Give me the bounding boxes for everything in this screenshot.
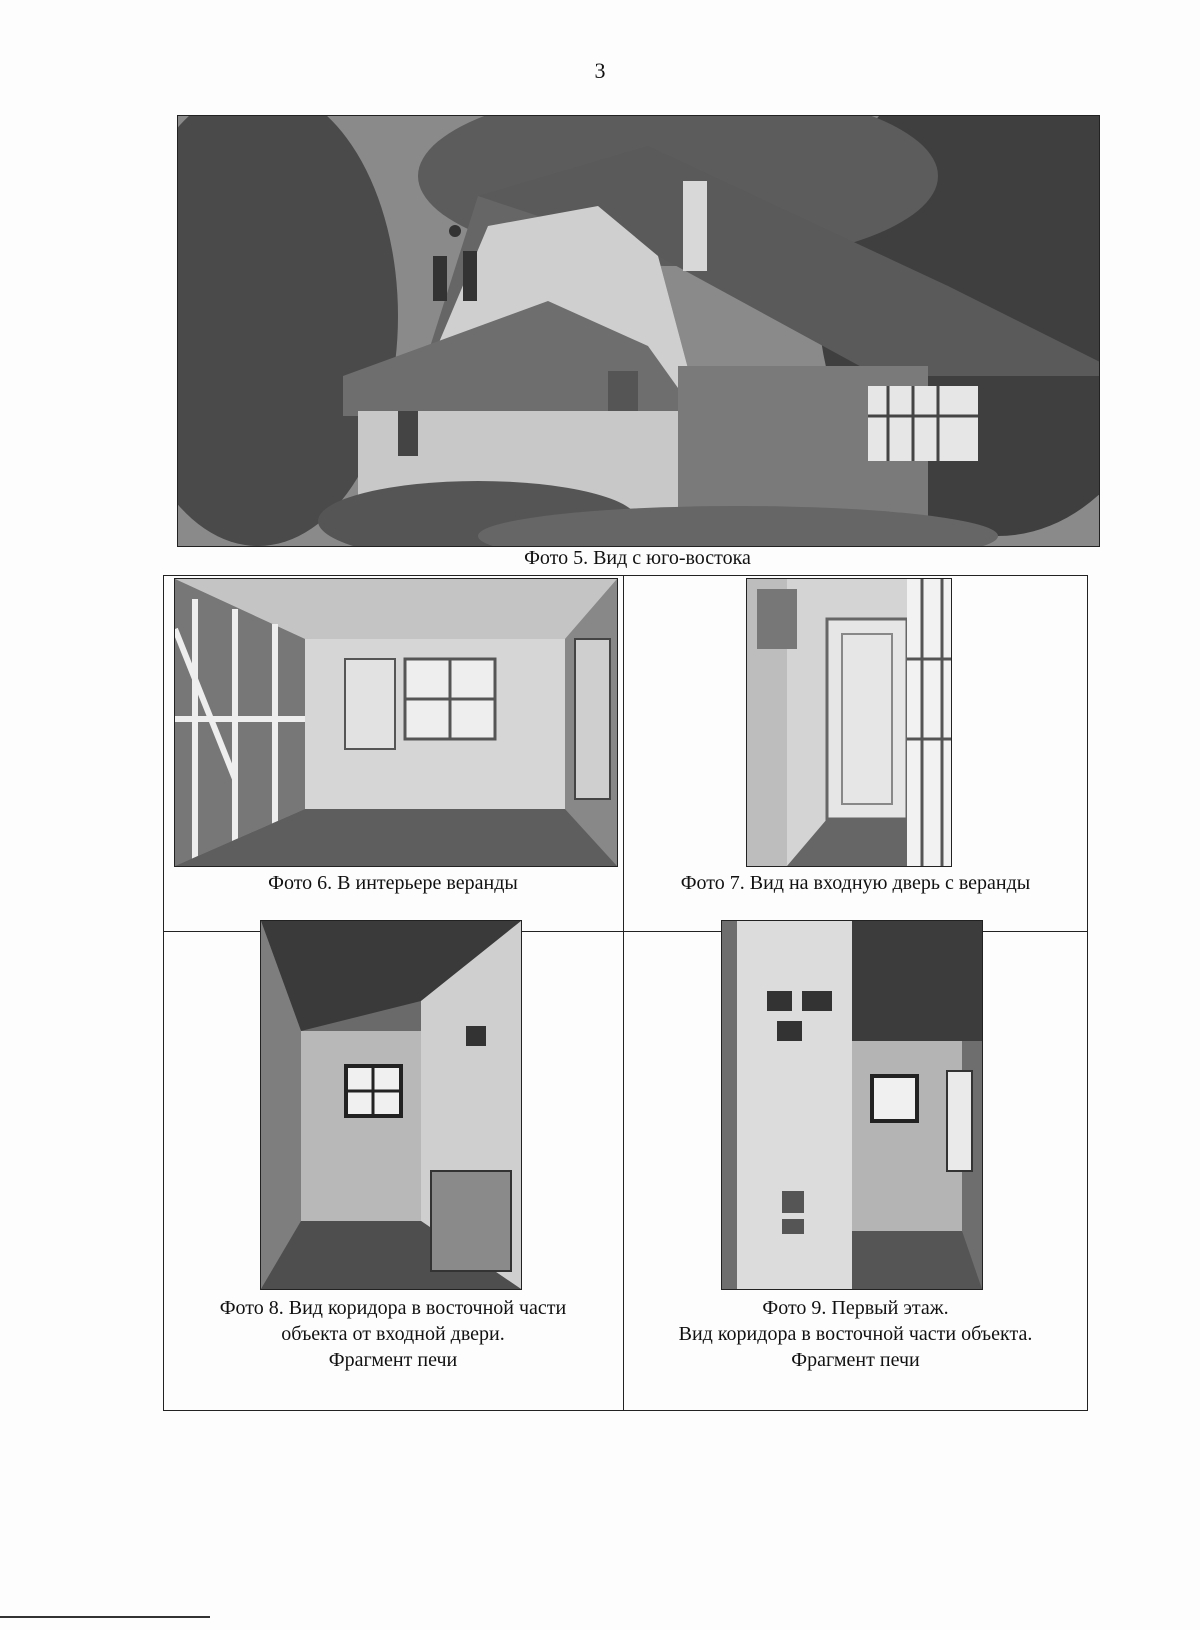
photo-7-caption	[623, 870, 1088, 896]
photo-9-ground-floor-stove	[721, 920, 983, 1290]
caption-line: Фрагмент печи	[791, 1349, 920, 1371]
caption-line: Фрагмент печи	[328, 1349, 458, 1371]
caption-line: Вид коридора в восточной части объекта.	[678, 1323, 1033, 1345]
photo-8-caption	[164, 1295, 622, 1373]
scan-edge-line	[0, 1616, 210, 1618]
photo-8-corridor	[260, 920, 522, 1290]
photo-6-veranda-interior	[174, 578, 618, 867]
page-number: 3	[594, 58, 606, 83]
photo-5-house-exterior	[177, 115, 1100, 547]
caption-line: Фото 8. Вид коридора в восточной части	[219, 1297, 567, 1319]
photo-7-entrance-door	[746, 578, 952, 867]
table-vertical-divider	[623, 576, 624, 1410]
caption-line: Фото 7. Вид на входную дверь с веранды	[680, 872, 1031, 894]
caption-line: Фото 6. В интерьере веранды	[268, 872, 518, 894]
photo-6-caption	[164, 870, 622, 896]
caption-line: Фото 9. Первый этаж.	[762, 1297, 949, 1319]
photo-9-caption	[623, 1295, 1088, 1373]
caption-line: объекта от входной двери.	[281, 1323, 505, 1345]
photo-5-caption	[177, 545, 1098, 571]
caption-line: Фото 5. Вид с юго-востока	[524, 547, 751, 569]
